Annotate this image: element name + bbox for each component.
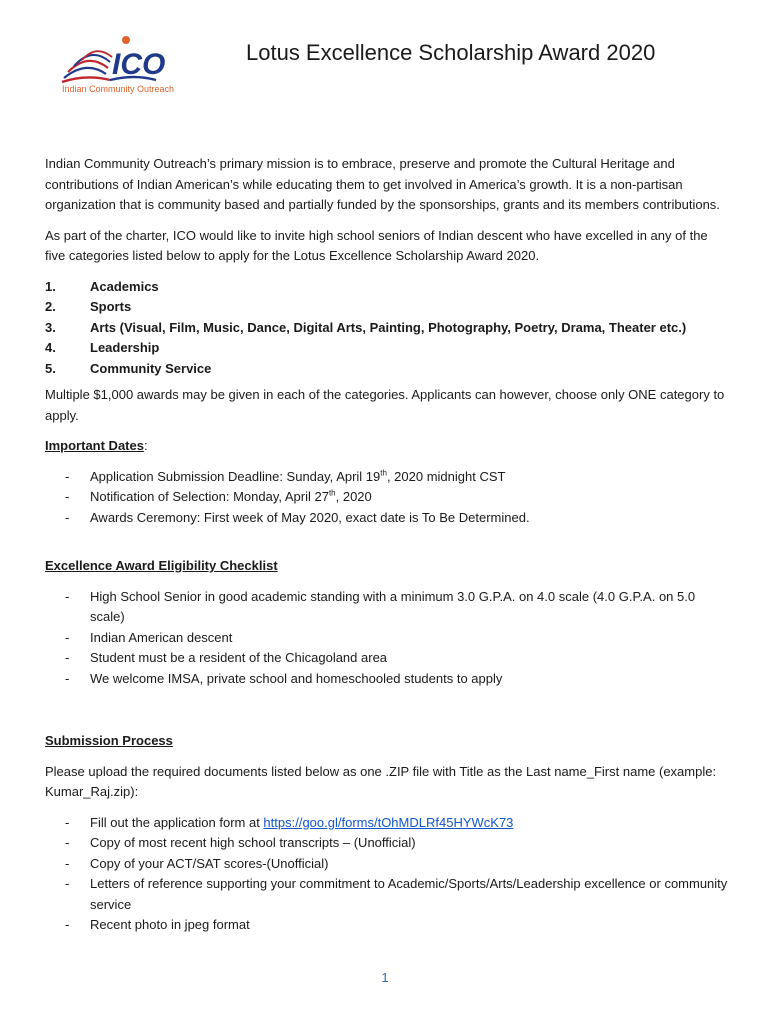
date-text: Awards Ceremony: First week of May 2020, exact date is To Be Determined. — [90, 509, 530, 525]
item-number: 1. — [45, 278, 56, 294]
submission-text: Letters of reference supporting your commitment to Academic/Sports/Arts/Leadership excellence or community service — [90, 876, 728, 912]
category-label: Academics — [90, 278, 159, 294]
document-body — [45, 154, 729, 944]
item-number: 2. — [45, 299, 56, 314]
item-number: 3. — [45, 319, 56, 335]
list-item — [45, 338, 729, 359]
list-item — [45, 487, 729, 508]
dash-bullet: - — [65, 588, 70, 604]
list-item — [45, 297, 729, 318]
dash-bullet: - — [65, 468, 70, 484]
date-text-end: , 2020 — [335, 489, 372, 504]
date-text: Notification of Selection: Monday, April 27 — [90, 489, 329, 504]
submission-list — [45, 813, 729, 936]
dates-list — [45, 467, 729, 529]
category-label: Sports — [90, 299, 132, 314]
list-item — [45, 915, 729, 936]
list-item — [45, 628, 729, 649]
page-title: Lotus Excellence Scholarship Award 2020 — [246, 40, 656, 65]
categories-list — [45, 277, 729, 380]
ordinal-suffix: th — [328, 488, 336, 498]
list-item — [45, 359, 729, 380]
item-number: 4. — [45, 340, 56, 355]
list-item — [45, 874, 729, 915]
date-text: Application Submission Deadline: Sunday, April 19 — [90, 468, 381, 484]
eligibility-text: Student must be a resident of the Chicagoland area — [90, 650, 388, 665]
list-item — [45, 508, 729, 529]
submission-text: Recent photo in jpeg format — [90, 917, 250, 932]
application-form-link[interactable]: https://goo.gl/forms/tOhMDLRf45HYWcK73 — [263, 814, 514, 830]
list-item — [45, 277, 729, 298]
dash-bullet: - — [65, 650, 70, 665]
category-label: Arts (Visual, Film, Music, Dance, Digital Arts, Painting, Photography, Poetry, Drama, Theater etc.) — [90, 319, 687, 335]
category-label: Community Service — [90, 360, 212, 376]
dash-bullet: - — [65, 876, 70, 891]
dash-bullet: - — [65, 814, 70, 830]
list-item — [45, 587, 729, 628]
submission-intro: Please upload the required documents listed below as one .ZIP file with Title as the Last name_First name (example: Kumar_Raj.zip): — [45, 763, 717, 799]
eligibility-list — [45, 587, 729, 690]
eligibility-text: We welcome IMSA, private school and homeschooled students to apply — [90, 670, 503, 686]
submission-heading — [45, 731, 729, 752]
page-number: 1 — [381, 970, 389, 985]
dash-bullet: - — [65, 629, 70, 645]
list-item — [45, 318, 729, 339]
list-item — [45, 467, 729, 488]
category-label: Leadership — [90, 340, 160, 355]
submission-heading-text: Submission Process — [45, 733, 173, 748]
list-item — [45, 669, 729, 690]
dash-bullet: - — [65, 509, 70, 525]
submission-text: Copy of most recent high school transcripts – (Unofficial) — [90, 835, 416, 850]
list-item — [45, 833, 729, 854]
intro-paragraph-2: As part of the charter, ICO would like to invite high school seniors of Indian descent who have excelled in any of the five categories listed below to apply for the Lotus Excellence Scholarship Award 2020. — [45, 227, 708, 263]
item-number: 5. — [45, 360, 56, 376]
submission-text: Copy of your ACT/SAT scores-(Unofficial) — [90, 855, 329, 871]
eligibility-heading-text: Excellence Award Eligibility Checklist — [45, 558, 278, 573]
logo-subtitle: Indian Community Outreach — [62, 84, 175, 94]
list-item — [45, 854, 729, 875]
intro-paragraph-1: Indian Community Outreach’s primary mission is to embrace, preserve and promote the Cultural Heritage and contributions of Indian American’s while educating them to get involved in America’s growth. It is a non-partisan organization that is community based and partially funded by the sponsorships, grants and its members contributions. — [45, 156, 720, 212]
ordinal-suffix: th — [380, 468, 387, 478]
heading-colon: : — [143, 438, 148, 453]
dash-bullet: - — [65, 835, 70, 850]
list-item — [45, 648, 729, 669]
eligibility-heading — [45, 556, 729, 577]
eligibility-text: Indian American descent — [90, 629, 233, 645]
form-text: Fill out the application form at — [90, 814, 264, 830]
awards-note: Multiple $1,000 awards may be given in each of the categories. Applicants can however, choose only ONE category to apply. — [45, 387, 725, 423]
dash-bullet: - — [65, 855, 70, 871]
dash-bullet: - — [65, 489, 70, 504]
list-item — [45, 813, 729, 834]
dash-bullet: - — [65, 670, 70, 686]
logo-text: ICO — [112, 48, 166, 81]
eligibility-text: High School Senior in good academic standing with a minimum 3.0 G.P.A. on 4.0 scale (4.0 G.P.A. on 5.0 scale) — [90, 588, 696, 624]
date-text-end: , 2020 midnight CST — [386, 468, 506, 484]
dates-heading-line — [45, 436, 729, 457]
dash-bullet: - — [65, 917, 70, 932]
dates-heading: Important Dates — [45, 438, 144, 453]
